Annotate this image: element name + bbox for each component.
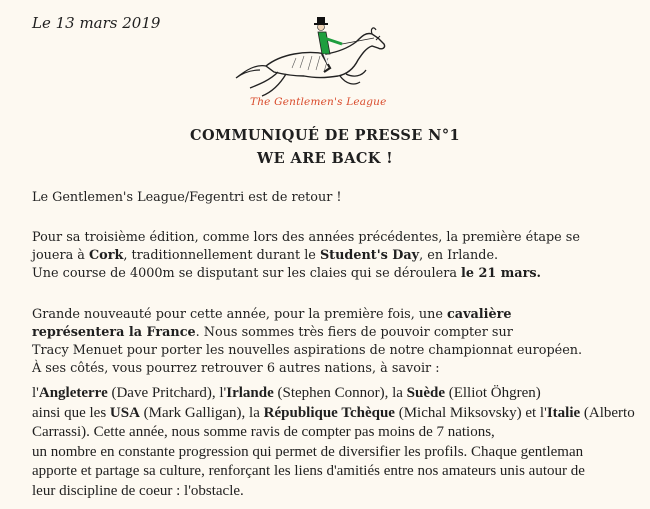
text-line (32, 342, 642, 360)
title-line-2: WE ARE BACK ! (256, 150, 394, 167)
text-line (32, 384, 642, 404)
logo-text: The Gentlemen's League (250, 96, 387, 108)
bold-span: Angleterre (38, 385, 108, 401)
press-release-date: Le 13 mars 2019 (32, 14, 161, 32)
text-line (32, 265, 642, 283)
text-line (32, 482, 642, 502)
nations-paragraph (32, 384, 642, 501)
text-span: , traditionnellement durant le (123, 248, 320, 263)
text-span: Tracy Menuet pour porter les nouvelles aspirations de notre championnat européen. (32, 343, 583, 358)
intro-line: Le Gentlemen's League/Fegentri est de retour ! (32, 190, 342, 205)
bold-span: Student's Day (319, 248, 420, 263)
bold-span: représentera la France (32, 325, 196, 340)
title-line-1: COMMUNIQUÉ DE PRESSE N°1 (190, 127, 460, 144)
text-line (32, 404, 642, 424)
text-span: (Alberto (580, 404, 635, 421)
text-line (32, 247, 642, 265)
bold-span: Cork (89, 248, 124, 263)
page-title (0, 124, 650, 170)
text-span: (Mark Galligan), la (139, 404, 264, 421)
text-line (32, 462, 642, 482)
intro-paragraph (32, 189, 642, 207)
bold-span: USA (109, 404, 140, 421)
text-span: ainsi que les (32, 404, 110, 421)
text-span: jouera à (32, 248, 89, 263)
cavaliere-paragraph (32, 306, 642, 378)
text-span: apporte et partage sa culture, renforçant les liens d'amitiés entre nos amateurs unis autour de (32, 463, 585, 479)
text-span: l' (32, 385, 39, 401)
text-line (32, 360, 642, 378)
text-span: Carrassi). Cette année, nous somme ravis de compter pas moins de 7 nations, (32, 424, 495, 440)
text-span: (Stephen Connor), la (273, 385, 407, 401)
text-span: . Nous sommes très fiers de pouvoir compter sur (195, 325, 513, 340)
text-span: leur discipline de coeur : l'obstacle. (32, 482, 244, 499)
text-span: , en Irlande. (419, 248, 499, 263)
text-span: (Michal Miksovsky) et l' (394, 404, 547, 421)
cork-paragraph (32, 229, 642, 283)
text-line (32, 306, 642, 324)
bold-span: Suède (406, 385, 445, 401)
bold-span: République Tchèque (263, 404, 395, 421)
text-span: Pour sa troisième édition, comme lors des années précédentes, la première étape se (32, 230, 580, 245)
text-span: Grande nouveauté pour cette année, pour la première fois, une (32, 307, 447, 322)
text-span: (Dave Pritchard), l' (107, 385, 227, 401)
bold-span: le 21 mars. (461, 266, 541, 281)
bold-span: Italie (546, 404, 581, 421)
text-span: Une course de 4000m se disputant sur les claies qui se déroulera (32, 266, 462, 281)
text-line (32, 229, 642, 247)
text-span: un nombre en constante progression qui permet de diversifier les profils. Chaque gentleman (32, 443, 584, 460)
text-line (32, 443, 642, 463)
bold-span: Irlande (226, 385, 274, 401)
text-span: À ses côtés, vous pourrez retrouver 6 autres nations, à savoir : (32, 361, 440, 376)
text-line (32, 423, 642, 443)
bold-span: cavalière (447, 307, 512, 322)
text-line (32, 324, 642, 342)
text-span: (Elliot Öhgren) (444, 385, 541, 401)
